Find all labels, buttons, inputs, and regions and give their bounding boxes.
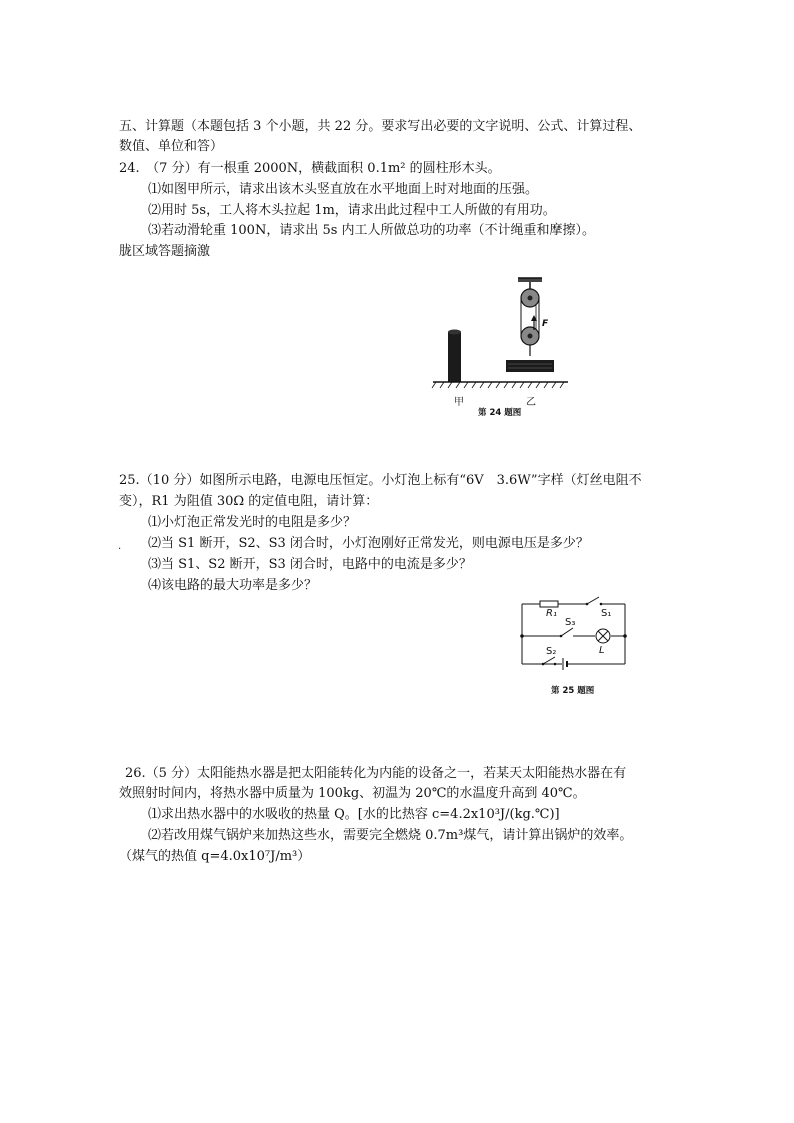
q25-part2: ⑵当 S1 断开，S2、S3 闭合时，小灯泡刚好正常发光，则电源电压是多少？	[148, 536, 589, 551]
q24-part1: ⑴如图甲所示，请求出该木头竖直放在水平地面上时对地面的压强。	[148, 182, 539, 197]
figure-24-drawing	[430, 276, 570, 416]
q24-part3: ⑶若动滑轮重 100N，请求出 5s 内工人所做总功的功率（不计绳重和摩擦）。	[148, 223, 596, 238]
figure-25	[515, 592, 635, 702]
q26-part3: （煤气的热值 q=4.0x10⁷J/m³）	[119, 849, 311, 864]
q24-noise-text: 胧区域答题摘激	[119, 244, 211, 259]
label-s1: S₁	[601, 608, 612, 619]
section-title-line1: 五、计算题（本题包括 3 个小题，共 22 分。要求写出必要的文字说明、公式、计算过程、	[119, 119, 642, 134]
q26-part1: ⑴求出热水器中的水吸收的热量 Q。[水的比热容 c=4.2x10³J/(kg.℃)]	[148, 807, 560, 822]
force-label: F	[542, 319, 549, 329]
q25-part4: ⑷该电路的最大功率是多少？	[148, 578, 318, 593]
figure-label-yi: 乙	[526, 397, 536, 408]
figure-24-caption: 第 24 题图	[478, 408, 522, 418]
section-title-line2: 数值、单位和答）	[119, 139, 224, 154]
q25-stem-line1: 25.（10 分）如图所示电路，电源电压恒定。小灯泡上标有“6V 3.6W”字样（灯丝电阻不	[119, 473, 642, 488]
figure-label-jia: 甲	[454, 397, 464, 408]
q25-part1: ⑴小灯泡正常发光时的电阻是多少？	[148, 515, 357, 530]
label-l: L	[599, 645, 605, 656]
label-r1: R₁	[546, 608, 557, 619]
q24-part2: ⑵用时 5s，工人将木头拉起 1m，请求出此过程中工人所做的有用功。	[148, 203, 556, 218]
q26-part2: ⑵若改用煤气锅炉来加热这些水，需要完全燃烧 0.7m³煤气，请计算出锅炉的效率。	[148, 828, 633, 843]
q26-stem-line2: 效照射时间内，将热水器中质量为 100kg、初温为 20℃的水温度升高到 40℃。	[119, 786, 586, 801]
label-s3: S₃	[565, 617, 576, 628]
label-s2: S₂	[546, 646, 557, 657]
q26-stem-line1: 26.（5 分）太阳能热水器是把太阳能转化为内能的设备之一，若某天太阳能热水器在有	[125, 766, 627, 781]
figure-25-caption: 第 25 题图	[551, 686, 595, 696]
q24-stem: 24. （7 分）有一根重 2000N，横截面积 0.1m² 的圆柱形木头。	[119, 161, 501, 176]
q25-stem-line2: 变），R1 为阻值 30Ω 的定值电阻，请计算：	[119, 494, 379, 509]
figure-24	[430, 276, 570, 416]
q25-dot: .	[118, 541, 122, 552]
q25-part3: ⑶当 S1、S2 断开，S3 闭合时，电路中的电流是多少？	[148, 557, 472, 572]
